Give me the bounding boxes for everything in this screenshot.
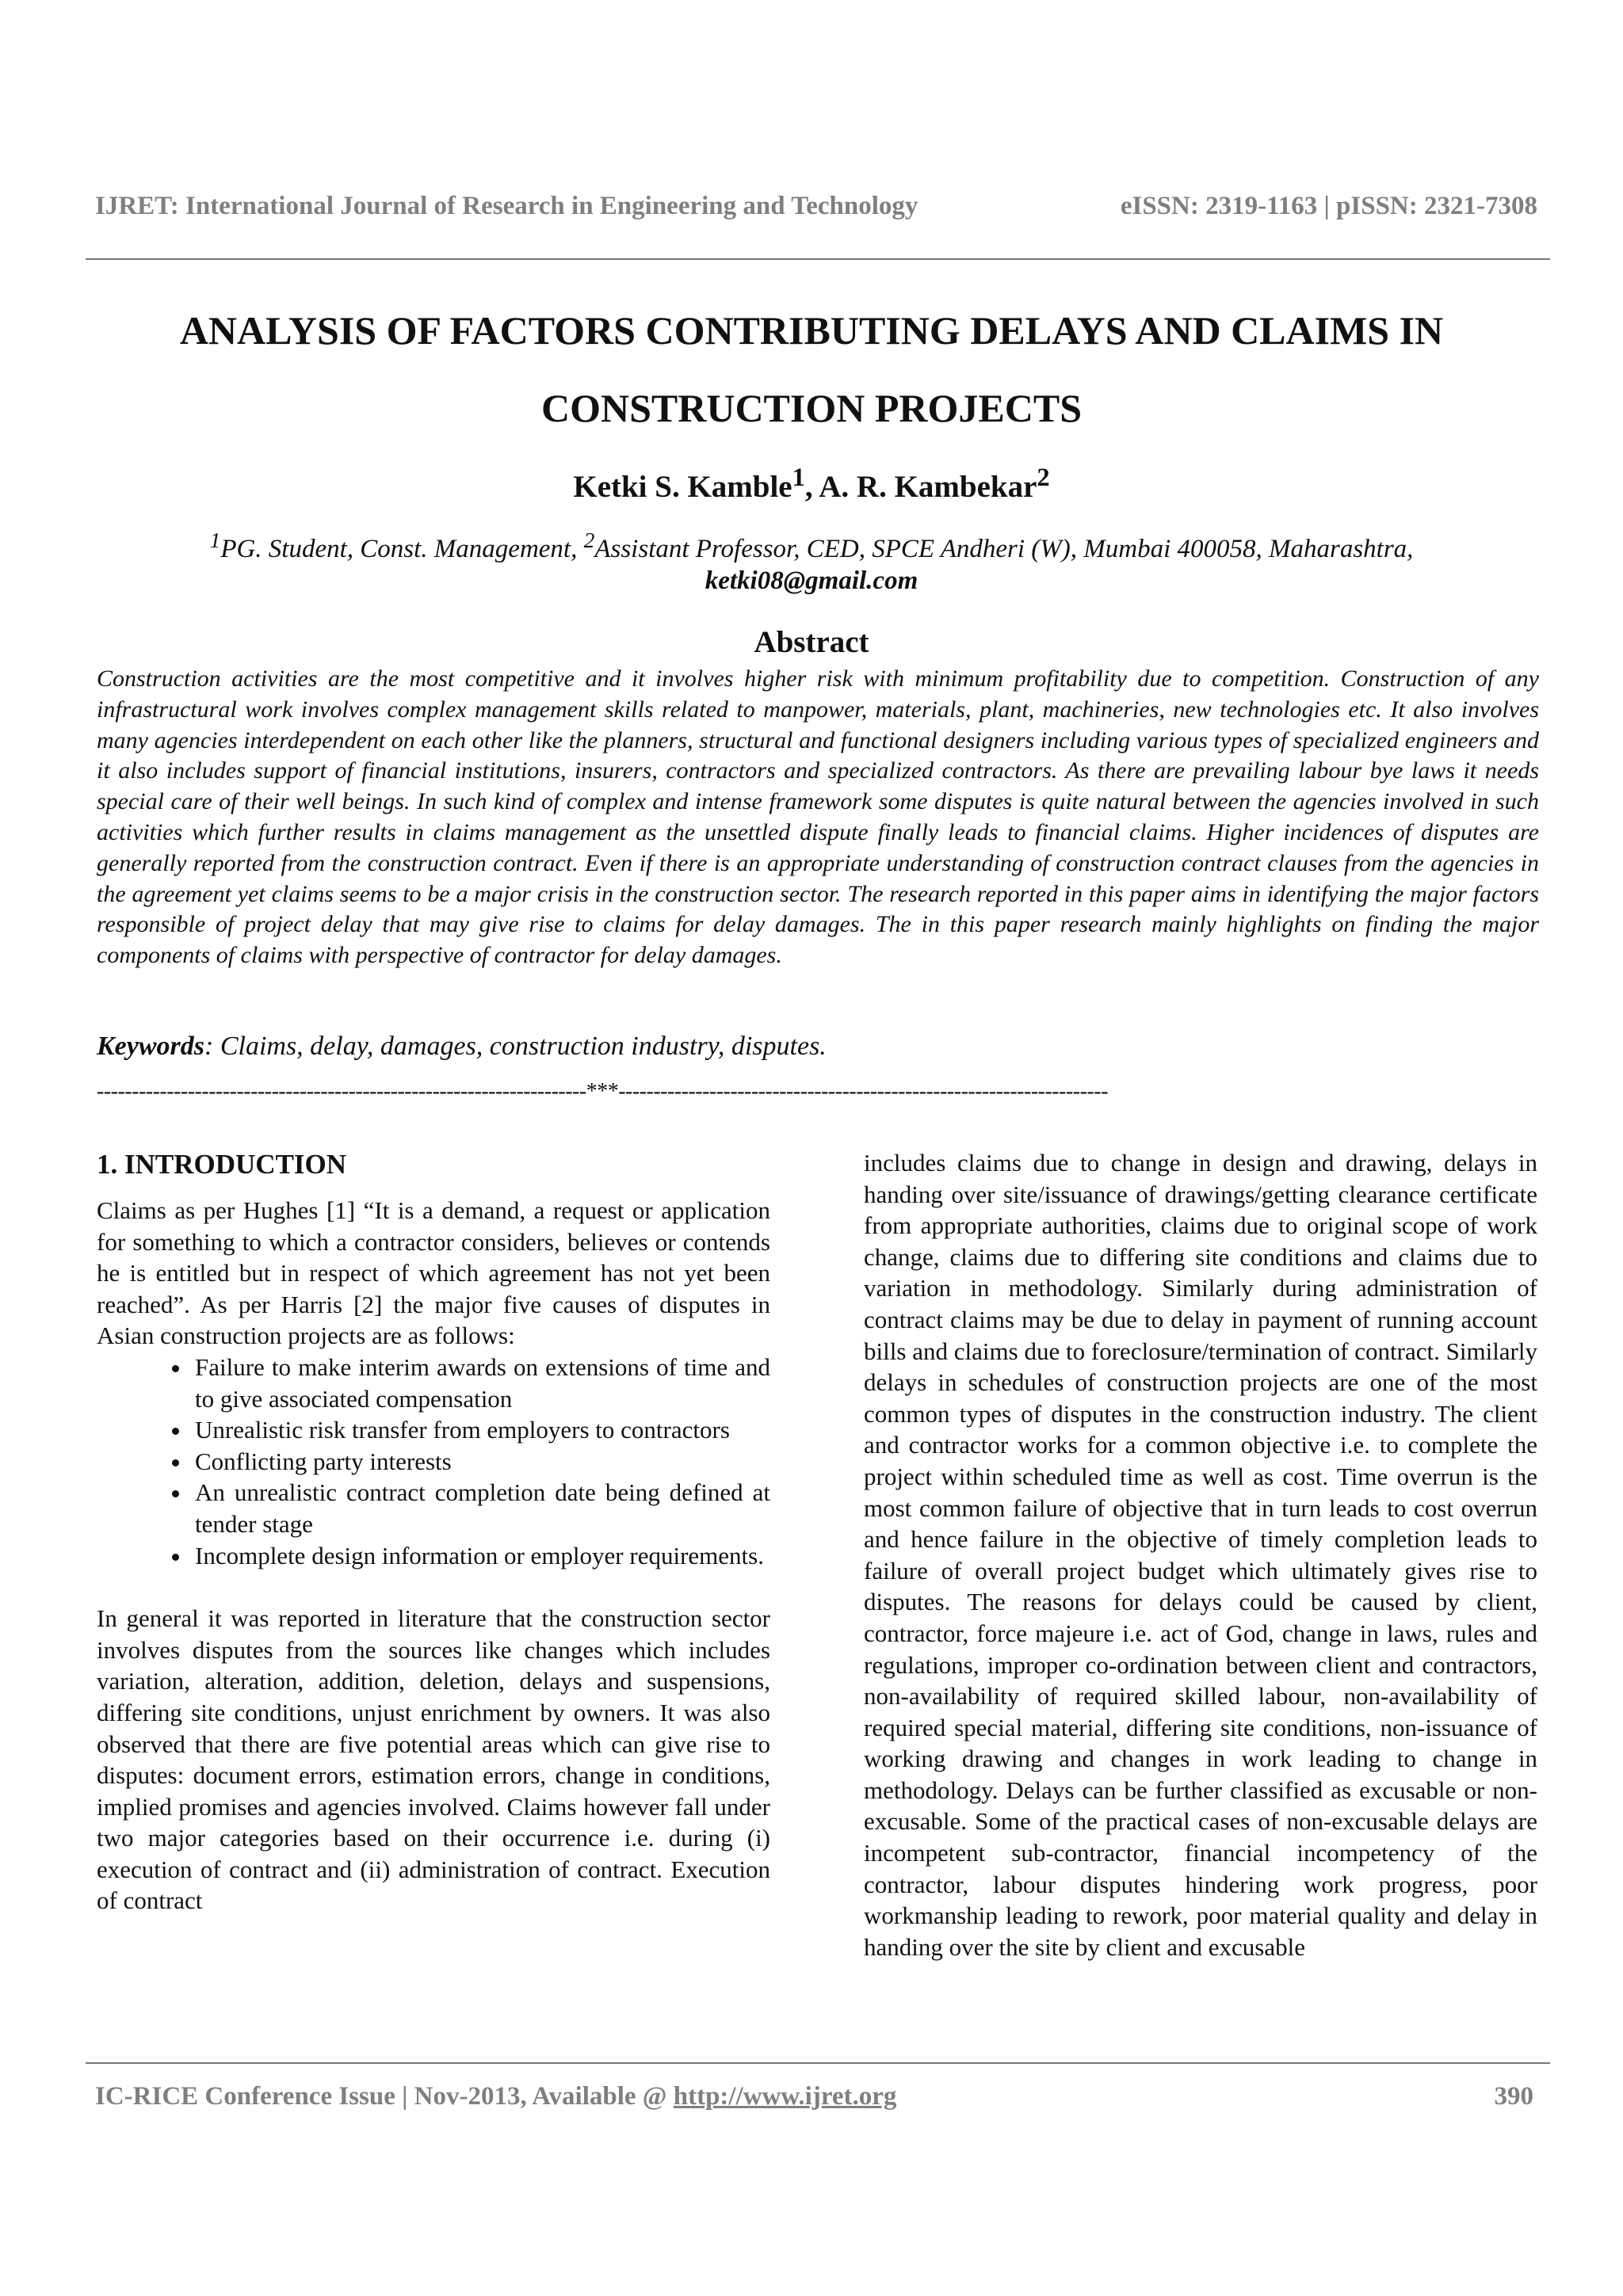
author-2: A. R. Kambekar xyxy=(819,470,1037,504)
title-line-1: ANALYSIS OF FACTORS CONTRIBUTING DELAYS AND CLAIMS IN xyxy=(179,308,1444,353)
intro-paragraph-3: includes claims due to change in design and drawing, delays in handing over site/issuance of drawings/getting clearance certificate from appropriate authorities, claims due to original scope of work change, claims due to differing site conditions and claims due to variation in methodology. Similarly during administration of contract claims may be due to delay in payment of running account bills and claims due to foreclosure/termination of contract. Similarly delays in schedules of construction projects are one of the most common types of disputes in the construction industry. The client and contractor works for a common objective i.e. to complete the project within scheduled time as well as cost. Time overrun is the most common failure of objective that in turn leads to cost overrun and hence failure in the objective of timely completion leads to failure of overall project budget which ultimately gives rise to disputes. The reasons for delays could be caused by client, contractor, force majeure i.e. act of God, change in laws, rules and regulations, improper co-ordination between client and contractors, non-availability of required skilled labour, non-availability of required special material, differing site conditions, non-issuance of working drawing and changes in work leading to change in methodology. Delays can be further classified as excusable or non-excusable. Some of the practical cases of non-excusable delays are incompetent sub-contractor, financial incompetency of the contractor, labour disputes hindering work progress, poor workmanship leading to rework, poor material quality and delay in handing over the site by client and excusable xyxy=(864,1149,1537,1961)
abstract-text: Construction activities are the most competitive and it involves higher risk with minimum profitability due to competition. Construction of any infrastructural work involves complex management skills related to manpower, materials, plant, machineries, new technologies etc. It also involves many agencies interdependent on each other like the planners, structural and functional designers including various types of specialized engineers and it also includes support of financial institutions, insurers, contractors and specialized contractors. As there are prevailing labour bye laws it needs special care of their well beings. In such kind of complex and intense framework some disputes is quite natural between the agencies involved in such activities which further results in claims management as the unsettled dispute finally leads to financial claims. Higher incidences of disputes are generally reported from the construction contract. Even if there is an appropriate understanding of construction contract clauses from the agencies in the agreement yet claims seems to be a major crisis in the construction sector. The research reported in this paper aims in identifying the major factors responsible of project delay that may give rise to claims for delay damages. The in this paper research mainly highlights on finding the major components of claims with perspective of contractor for delay damages. xyxy=(97,666,1539,969)
affil-sup-1: 1 xyxy=(209,528,221,552)
intro-paragraph-1: Claims as per Hughes [1] “It is a demand, a request or application for something to which a contractor considers, believes or contends he is entitled but in respect of which agreement has not yet been reached”. As per Harris [2] the major five causes of disputes in Asian construction projects are as follows: xyxy=(97,1196,770,1350)
journal-link[interactable]: http://www.ijret.org xyxy=(673,2082,897,2111)
affil-part-2: Assistant Professor, CED, SPCE Andheri (W), Mumbai 400058, Maharashtra, xyxy=(594,535,1414,563)
section-separator: ----------------------------------------------------------------------***---------------------------------------------------------------------- xyxy=(97,1079,1108,1104)
list-item: • Incomplete design information or employer requirements. xyxy=(192,1540,770,1572)
issn: eISSN: 2319-1163 | pISSN: 2321-7308 xyxy=(1120,192,1537,220)
footer-rule xyxy=(86,2062,1550,2064)
footer-issue: IC-RICE Conference Issue | Nov-2013, Available @ xyxy=(95,2082,674,2111)
author-1: Ketki S. Kamble xyxy=(573,470,792,504)
affil-sup-2: 2 xyxy=(583,528,595,552)
affiliation xyxy=(79,524,1544,597)
author-separator: , xyxy=(804,470,819,504)
list-item: • Failure to make interim awards on extensions of time and to give associated compensation xyxy=(192,1352,770,1414)
running-header xyxy=(95,192,1537,221)
intro-heading: 1. INTRODUCTION xyxy=(97,1149,347,1180)
paper-title xyxy=(79,292,1544,447)
left-column xyxy=(97,1149,770,1917)
running-footer xyxy=(95,2082,1533,2111)
list-item: • Unrealistic risk transfer from employers to contractors xyxy=(192,1414,770,1446)
affil-part-1: PG. Student, Const. Management, xyxy=(220,535,584,563)
header-rule xyxy=(86,258,1550,260)
page-number: 390 xyxy=(1494,2082,1533,2111)
intro-paragraph-2: In general it was reported in literature that the construction sector involves disputes from the sources like changes which includes variation, alteration, addition, deletion, delays and suspensions, differing site conditions, unjust enrichment by owners. It was also observed that there are five potential areas which can give rise to disputes: document errors, estimation errors, change in conditions, implied promises and agencies involved. Claims however fall under two major categories based on their occurrence i.e. during (i) execution of contract and (ii) administration of contract. Execution of contract xyxy=(97,1604,770,1915)
list-item: • An unrealistic contract completion date being defined at tender stage xyxy=(192,1477,770,1539)
keywords-text: : Claims, delay, damages, construction industry, disputes. xyxy=(204,1032,827,1061)
abstract-heading: Abstract xyxy=(754,625,869,659)
causes-list xyxy=(97,1352,770,1571)
author-1-sup: 1 xyxy=(792,463,805,492)
title-line-2: CONSTRUCTION PROJECTS xyxy=(540,386,1083,430)
journal-name: IJRET: International Journal of Research in Engineering and Technology xyxy=(95,192,918,220)
list-item: • Conflicting party interests xyxy=(192,1446,770,1478)
author-2-sup: 2 xyxy=(1037,463,1050,492)
keywords xyxy=(97,1032,1539,1062)
keywords-label: Keywords xyxy=(97,1032,204,1061)
right-column xyxy=(864,1147,1537,1962)
footer-left xyxy=(95,2082,896,2111)
author-email: ketki08@gmail.com xyxy=(705,566,918,595)
authors xyxy=(79,463,1544,505)
